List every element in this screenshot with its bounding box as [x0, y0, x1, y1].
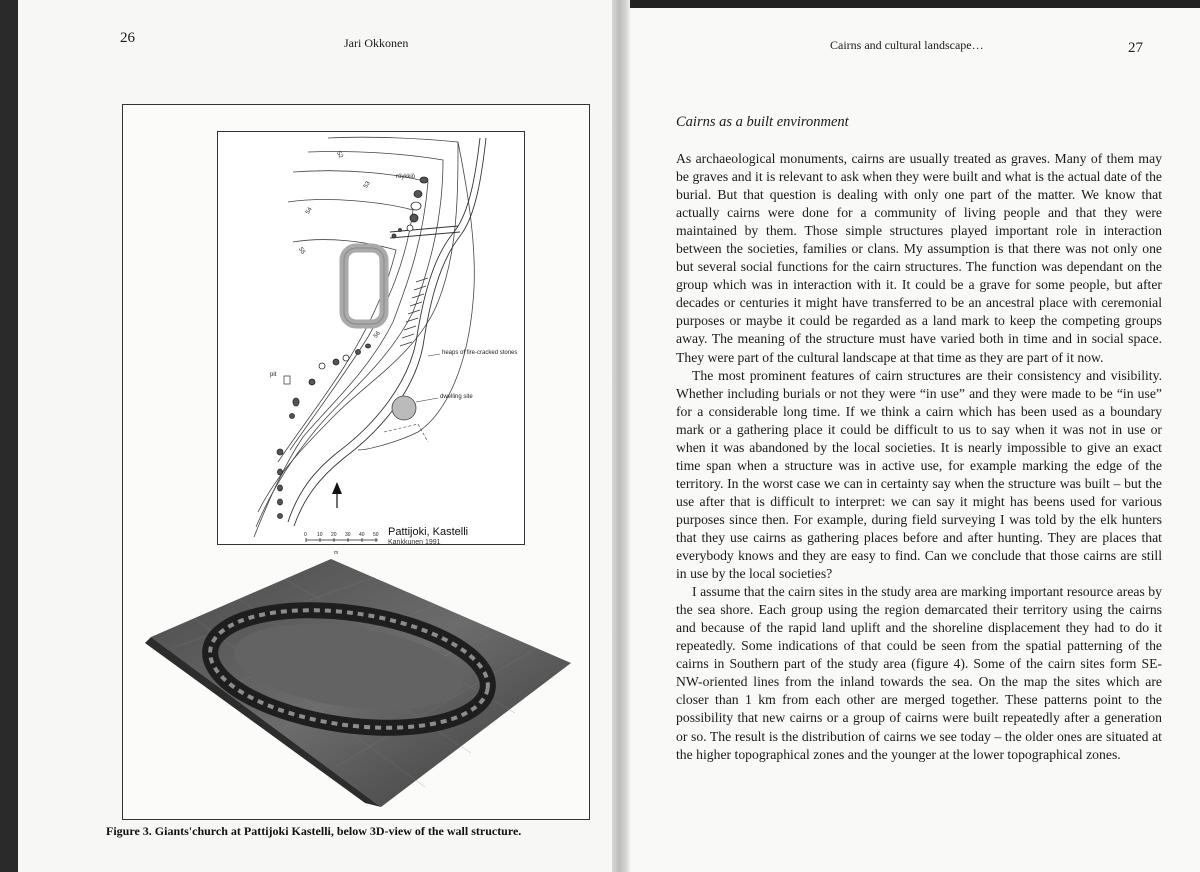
scale-unit: m — [334, 550, 339, 556]
figure-3 — [122, 104, 590, 820]
contour-label-53: 53 — [363, 180, 372, 190]
page-number-right: 27 — [1128, 40, 1143, 56]
cairn-label: röykkiö — [396, 174, 416, 180]
book-gutter — [612, 0, 630, 872]
dwelling-label: dwelling site — [440, 394, 473, 400]
contour-label-54: 54 — [305, 206, 314, 216]
map-credit: Kankkunen 1991 — [388, 539, 441, 546]
relief-3d-drawing — [135, 557, 579, 813]
running-head-left: Jari Okkonen — [344, 36, 409, 50]
pit-label: pit — [270, 372, 277, 378]
contour-label-56: 56 — [372, 330, 382, 340]
figure-caption: Figure 3. Giants'church at Pattijoki Kastelli, below 3D-view of the wall structure. — [106, 824, 522, 838]
body-text — [676, 150, 1162, 764]
scale-tick-30: 30 — [345, 532, 351, 538]
heaps-label: heaps of fire-cracked stones — [442, 350, 518, 356]
paragraph-3: I assume that the cairn sites in the study area are marking important resource areas by the sea shore. Each group using the region demarcated their territory using the cairns and because of the rapid land uplift and the shoreline displacement they had to do it repeatedly. Some indications of that could be seen from the spatial patterning of the cairns in Southern part of the study area (figure 4). Some of the cairn sites form SE-NW-oriented lines from the inland towards the sea. On the map the sites which are closer than 1 km from each other are merged together. These patterns point to the possibility that new cairns or a group of cairns were built repeatedly after a generation or so. The result is the distribution of cairns we see today – the older ones are situated at the higher topographical zones and the younger at the lower topographical zones. — [676, 584, 1162, 762]
site-map — [217, 131, 525, 556]
paragraph-2: The most prominent features of cairn structures are their consistency and visibility. Whether including burials or not they were “in use” and they were made to be “in use” for a considerable long time. If we think a cairn which has been used as a boundary mark or a gathering place it could be difficult to us to say when it was not in use or when it was abandoned by the local societies. It is nearly impossible to give an exact time span when a structure was in active use, for example marking the edge of the territory. In the worst case we can in certainty say when the structure was built – but the use after that is difficult to interpret: we can say it might has beens used for various purposes since then. For example, during field surveying I was told by the elk hunters that they use cairns as gathering places before and after hunting. They are places that everybody knows and they are easy to find. Can we conclude that those cairns are still in use by the local societies? — [676, 367, 1162, 582]
scale-tick-0: 0 — [304, 532, 307, 538]
scale-tick-50: 50 — [373, 532, 379, 538]
contour-label-55: 55 — [297, 246, 306, 256]
scale-tick-10: 10 — [317, 532, 323, 538]
site-map-drawing — [218, 132, 524, 544]
right-page — [630, 0, 1200, 872]
running-head-right: Cairns and cultural landscape… — [830, 38, 984, 52]
relief-3d-view — [135, 557, 579, 813]
paragraph-1: As archaeological monuments, cairns are usually treated as graves. Many of them may be graves and it is relevant to ask when they were built and what is the actual date of the burial. But that question is dealing with only one part of the matter. We know that actually cairns were done for a community of living people and that they were maintained by them. Those simple structures played important role in interaction between the societies, families or clans. My assumption is that there was not only one but several social functions for the cairn structures. The function was dependant on the group which was in interaction with it. It could be a grave for some people, but after decades or centuries it might have transferred to be an ancestral place with ceremonial purposes or maybe it could be regarded as a land mark to keep the competing groups away. The meaning of the structure must have varied both in time and in social space. They were part of the cultural landscape at that time as they are part of it now. — [676, 151, 1162, 365]
section-title: Cairns as a built environment — [676, 114, 849, 130]
scale-tick-20: 20 — [331, 532, 337, 538]
left-page — [18, 0, 612, 872]
contour-label-52: 52 — [335, 150, 344, 160]
map-place-name: Pattijoki, Kastelli — [388, 526, 469, 538]
page-number-left: 26 — [120, 30, 135, 46]
scale-tick-40: 40 — [359, 532, 365, 538]
